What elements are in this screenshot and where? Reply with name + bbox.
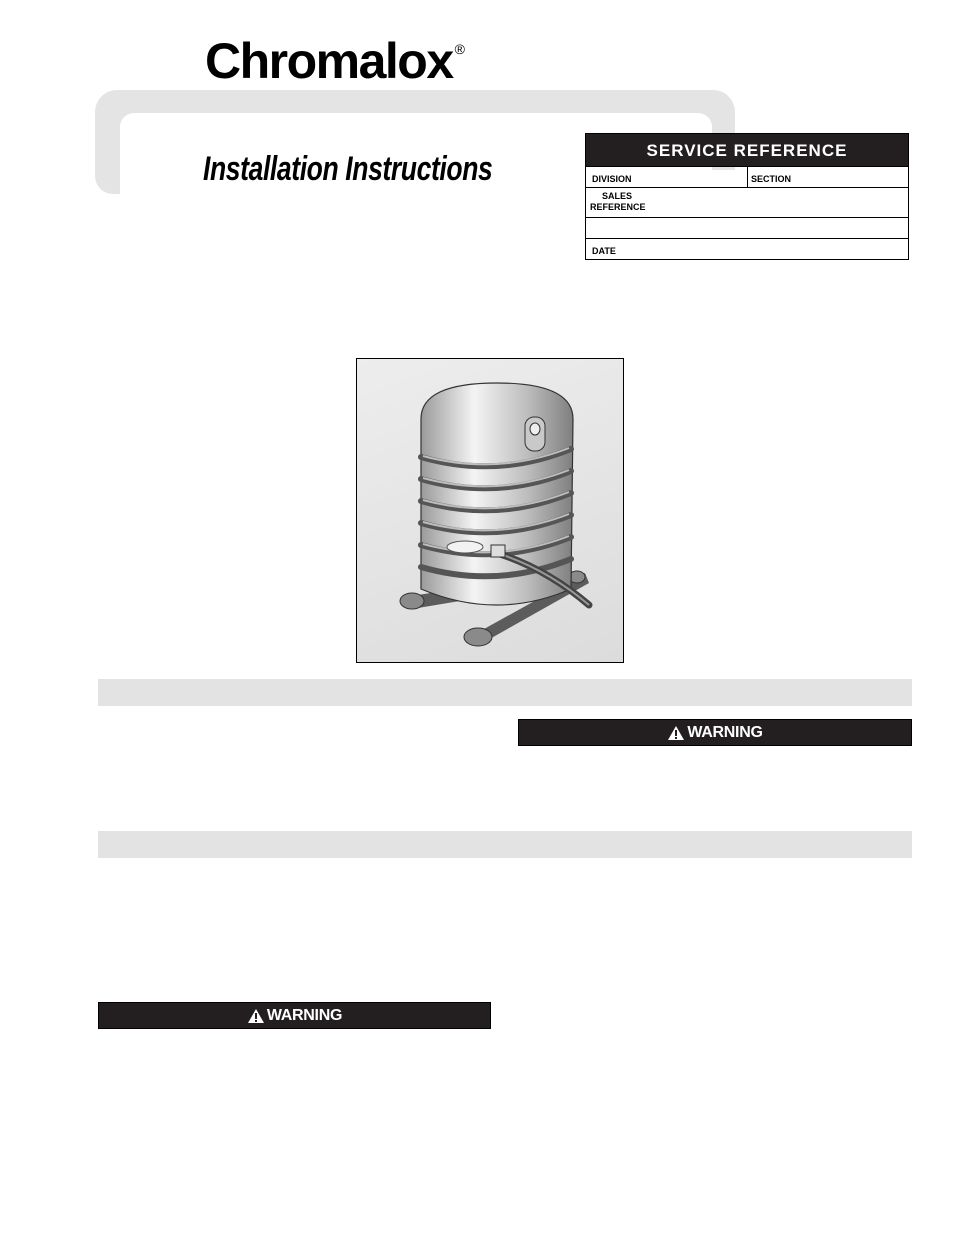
date-row <box>586 238 908 261</box>
reference-label: REFERENCE <box>590 202 646 212</box>
sales-reference-row <box>586 187 908 217</box>
warning-label-2: WARNING <box>266 1006 343 1024</box>
brand-name: Chromalox <box>205 33 453 89</box>
warning-triangle-icon <box>667 725 685 741</box>
warning-banner-1 <box>518 719 912 746</box>
document-title: Installation Instructions <box>203 150 493 188</box>
cell-divider <box>747 167 748 187</box>
service-reference-heading: SERVICE REFERENCE <box>586 134 908 166</box>
service-reference-box <box>585 133 909 260</box>
section-bar-2 <box>98 831 912 858</box>
brand-logo <box>205 33 464 89</box>
division-label: DIVISION <box>592 174 632 184</box>
product-figure <box>356 358 624 663</box>
section-bar-1 <box>98 679 912 706</box>
section-label: SECTION <box>751 174 792 184</box>
warning-triangle-icon <box>247 1008 265 1024</box>
date-label: DATE <box>592 246 616 256</box>
registered-mark: ® <box>454 41 464 57</box>
division-section-row <box>586 166 908 187</box>
sales-label: SALES <box>602 191 633 201</box>
warning-label-1: WARNING <box>687 723 763 741</box>
blank-row <box>586 217 908 238</box>
warning-banner-2 <box>98 1002 491 1029</box>
heater-cable-wrapped-tank-illustration <box>357 359 623 662</box>
